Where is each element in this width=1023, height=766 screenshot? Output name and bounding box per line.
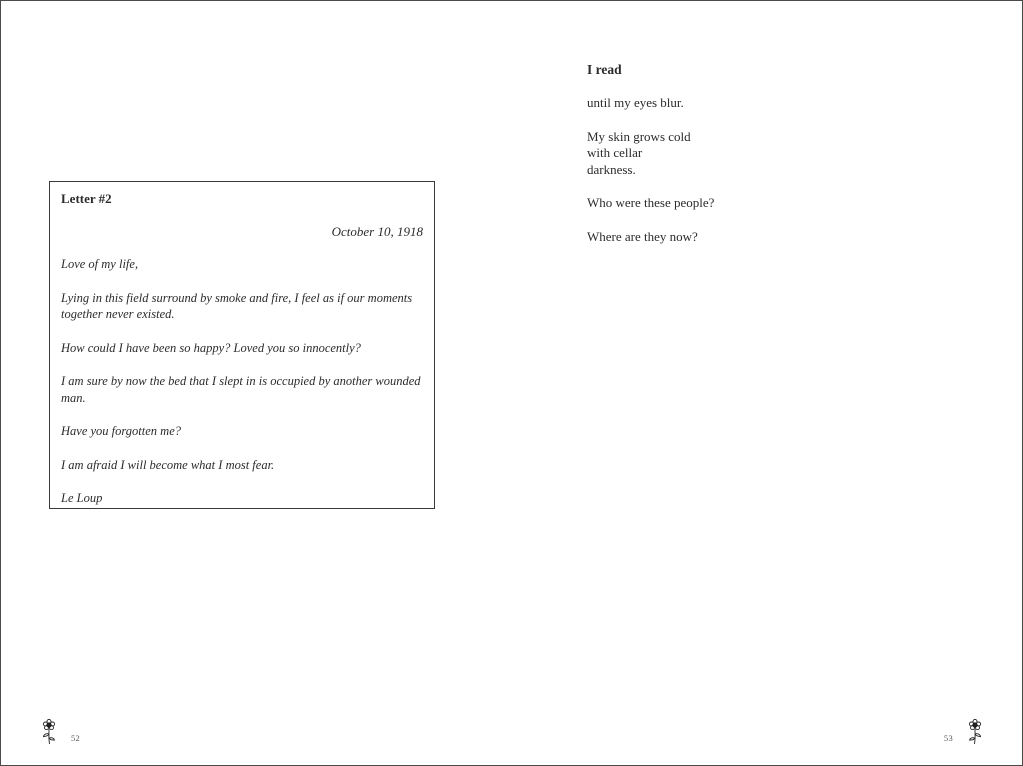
poem-line: darkness. [587, 161, 636, 177]
flower-icon [41, 719, 57, 745]
left-footer [41, 719, 80, 745]
poem-stanza [587, 129, 887, 179]
letter-paragraph: Have you forgotten me? [61, 424, 181, 438]
poem-stanza [587, 229, 887, 246]
letter-signature: Le Loup [61, 491, 103, 505]
letter-paragraph: How could I have been so happy? Loved you so innocently? [61, 340, 361, 355]
page-number: 52 [71, 733, 81, 743]
flower-icon [967, 719, 983, 745]
poem-stanza [587, 195, 887, 212]
poem-line: until my eyes blur. [587, 95, 684, 110]
poem [587, 61, 887, 245]
right-page [511, 1, 1021, 765]
poem-title: I read [587, 62, 622, 77]
letter-paragraph: I am afraid I will become what I most fear. [61, 457, 275, 472]
letter-paragraph: Lying in this field surround by smoke and fire, I feel as if our moments together never existed. [61, 290, 413, 321]
left-page [1, 1, 511, 765]
page-number: 53 [943, 733, 953, 743]
letter-date: October 10, 1918 [331, 224, 423, 239]
poem-line: Where are they now? [587, 228, 698, 244]
poem-line: Who were these people? [587, 195, 715, 210]
letter-title: Letter #2 [61, 191, 112, 206]
letter-box [49, 181, 435, 509]
poem-line: with cellar [587, 145, 643, 160]
right-footer [944, 719, 983, 745]
poem-line: My skin grows cold [587, 128, 691, 144]
letter-paragraph: I am sure by now the bed that I slept in is occupied by another wounded man. [61, 374, 421, 405]
letter-salutation: Love of my life, [61, 257, 139, 271]
poem-stanza [587, 95, 887, 112]
